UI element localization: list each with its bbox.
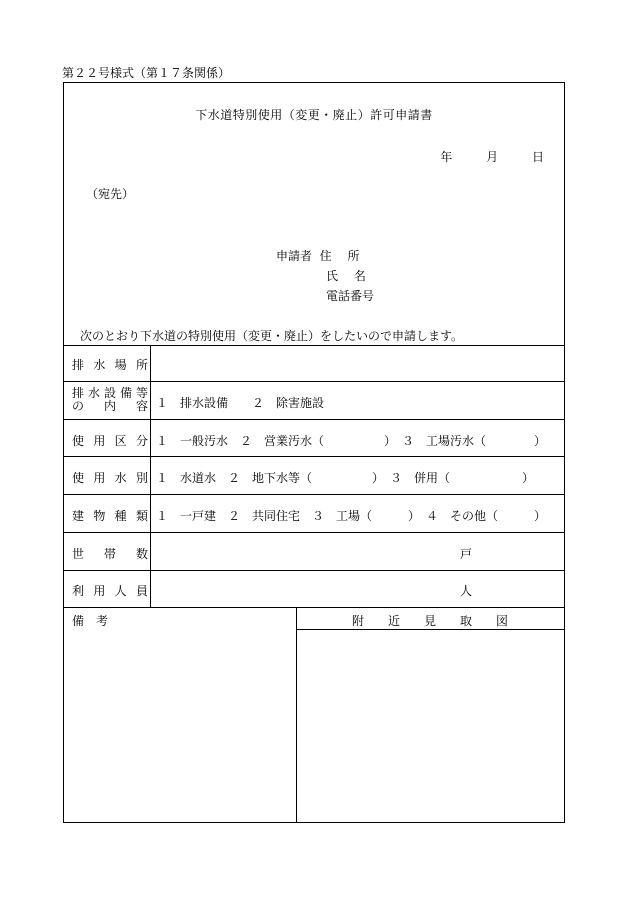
place-label: 排水場所 (72, 358, 148, 372)
remarks-area[interactable] (66, 631, 292, 819)
usage-options[interactable]: １ 一般汚水 ２ 営業汚水（ ） ３ 工場汚水（ ） (156, 434, 547, 448)
applicant-block (276, 246, 374, 306)
water-options[interactable]: １ 水道水 ２ 地下水等（ ） ３ 併用（ ） (156, 471, 535, 485)
households-label: 世帯数 (72, 547, 148, 561)
day-label: 日 (531, 150, 544, 164)
users-unit: 人 (460, 584, 473, 598)
name-label: 氏 名 (326, 269, 366, 283)
users-label: 利用人員 (72, 584, 148, 598)
addressee: （宛先） (86, 187, 135, 201)
phone-label: 電話番号 (326, 289, 375, 303)
map-area[interactable] (300, 633, 562, 819)
address-label: 住 所 (319, 249, 360, 263)
application-form (63, 82, 565, 823)
water-label: 使用水別 (72, 471, 148, 485)
facility-options[interactable]: １ 排水設備 ２ 除害施設 (156, 396, 325, 410)
facility-label: 排水設備等 の内容 (72, 386, 148, 413)
applicant-label: 申請者 (276, 249, 313, 263)
place-field[interactable] (156, 356, 556, 370)
intro-text: 次のとおり下水道の特別使用（変更・廃止）をしたいので申請します。 (80, 329, 464, 343)
form-title: 下水道特別使用（変更・廃止）許可申請書 (195, 108, 433, 122)
month-label: 月 (486, 150, 499, 164)
remarks-label: 備 考 (72, 614, 109, 628)
form-number: 第２２号様式（第１７条関係） (62, 66, 231, 80)
year-label: 年 (440, 150, 453, 164)
usage-label: 使用区分 (72, 434, 148, 448)
map-label: 附 近 見 取 図 (351, 614, 508, 628)
households-unit: 戸 (460, 547, 473, 561)
building-options[interactable]: １ 一戸建 ２ 共同住宅 ３ 工場（ ） ４ その他（ ） (156, 509, 547, 523)
building-label: 建物種類 (72, 509, 148, 523)
date-field[interactable] (414, 148, 544, 165)
